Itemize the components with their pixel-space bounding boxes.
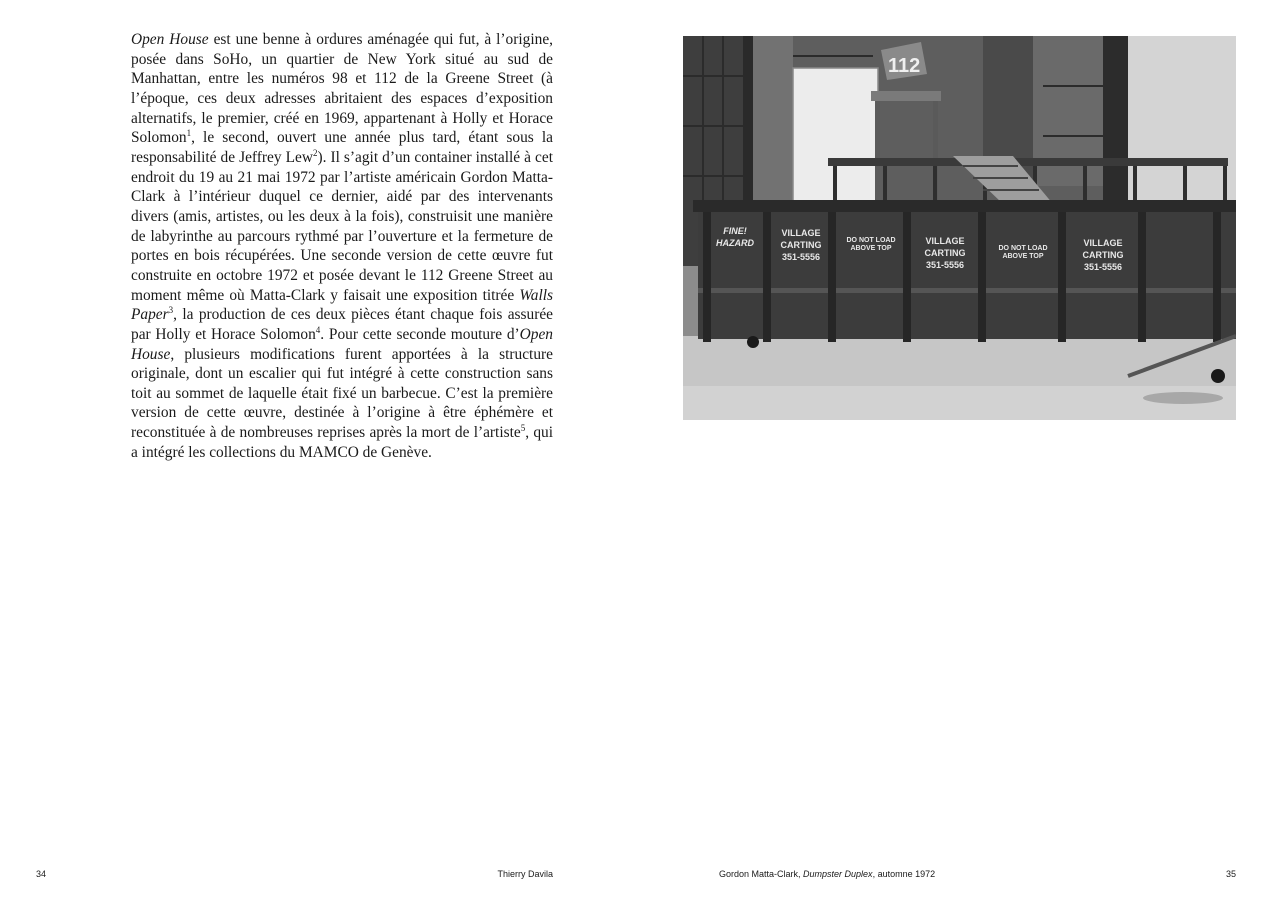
svg-text:VILLAGE: VILLAGE: [1083, 238, 1123, 248]
svg-text:ABOVE TOP: ABOVE TOP: [1002, 253, 1044, 260]
footnote-ref: 3: [168, 305, 174, 316]
footnote-ref: 4: [315, 324, 321, 335]
text-run: , qui a intégré les collections du MAMCO de Genève.: [131, 424, 553, 461]
svg-text:VILLAGE: VILLAGE: [925, 236, 965, 246]
svg-text:351-5556: 351-5556: [1083, 262, 1123, 272]
italic-title: Walls Paper: [131, 286, 553, 324]
footnote-ref: 5: [520, 423, 526, 433]
svg-text:VILLAGE: VILLAGE: [781, 228, 821, 238]
svg-text:ABOVE TOP: ABOVE TOP: [850, 245, 892, 252]
svg-text:CARTING: CARTING: [1082, 250, 1124, 260]
photograph-dumpster-duplex: [683, 36, 1236, 420]
caption-title: Dumpster Duplex: [803, 869, 873, 879]
svg-text:HAZARD: HAZARD: [716, 238, 754, 248]
italic-title: Open House: [131, 31, 209, 48]
svg-text:CARTING: CARTING: [924, 248, 966, 258]
footnote-ref: 2: [312, 147, 318, 158]
svg-text:CARTING: CARTING: [780, 240, 822, 250]
footnote-ref: 1: [186, 128, 192, 139]
text-run: . Pour cette seconde mouture d’: [320, 325, 520, 343]
svg-text:DO NOT LOAD: DO NOT LOAD: [998, 245, 1048, 252]
text-run: , la production de ces deux pièces étant chaque fois assurée par Holly et Horace Solomon: [131, 306, 553, 343]
text-run: , le second, ouvert une année plus tard, étant sous la responsabilité de Jeffrey Lew: [131, 129, 553, 166]
svg-text:351-5556: 351-5556: [781, 252, 821, 262]
svg-text:DO NOT LOAD: DO NOT LOAD: [846, 237, 896, 244]
running-head-author: Thierry Davila: [497, 869, 553, 879]
photo-sign-number: 112: [888, 55, 921, 77]
text-run: est une benne à ordures aménagée qui fut, à l’origine, posée dans SoHo, un quartier de New York situé au sud de Manhattan, entre les numéros 98 et 112 de la Greene Street (à l’époque, ces deux adresses abritaient des espaces d’exposition alternatifs, le premier, créé en 1969, appartenant à Holly et Horace Solomon: [131, 31, 553, 147]
text-run: , plusieurs modifications furent apportées à la structure originale, dont un escalier qui fut intégré à cette construction sans toit au sommet de laquelle était fixé un barbecue. C’est la première version de cette œuvre, destinée à l’origine à être éphémère et reconstituée à de nombreuses reprises après la mort de l’artiste: [131, 345, 553, 442]
svg-text:FINE!: FINE!: [723, 226, 747, 236]
svg-text:351-5556: 351-5556: [925, 260, 965, 270]
italic-title: Open House: [131, 325, 553, 363]
photo-caption: [719, 869, 935, 879]
left-page-number: 34: [36, 869, 47, 879]
text-run: ). Il s’agit d’un container installé à cet endroit du 19 au 21 mai 1972 par l’artiste américain Gordon Matta-Clark à l’intérieur duquel ce dernier, aidé par des intervenants divers (amis, artistes, ou les deux à la fois), construisit une manière de labyrinthe au parcours rythmé par l’ouverture et la fermeture de portes en bois récupérées. Une seconde version de cette œuvre fut construite en octobre 1972 et posée devant le 112 Greene Street au moment même où Matta-Clark y faisait une exposition titrée: [131, 148, 553, 304]
caption-date: , automne 1972: [872, 869, 936, 879]
body-paragraph: [131, 30, 553, 462]
caption-artist: Gordon Matta-Clark,: [719, 869, 804, 879]
right-page-number: 35: [1225, 869, 1236, 879]
